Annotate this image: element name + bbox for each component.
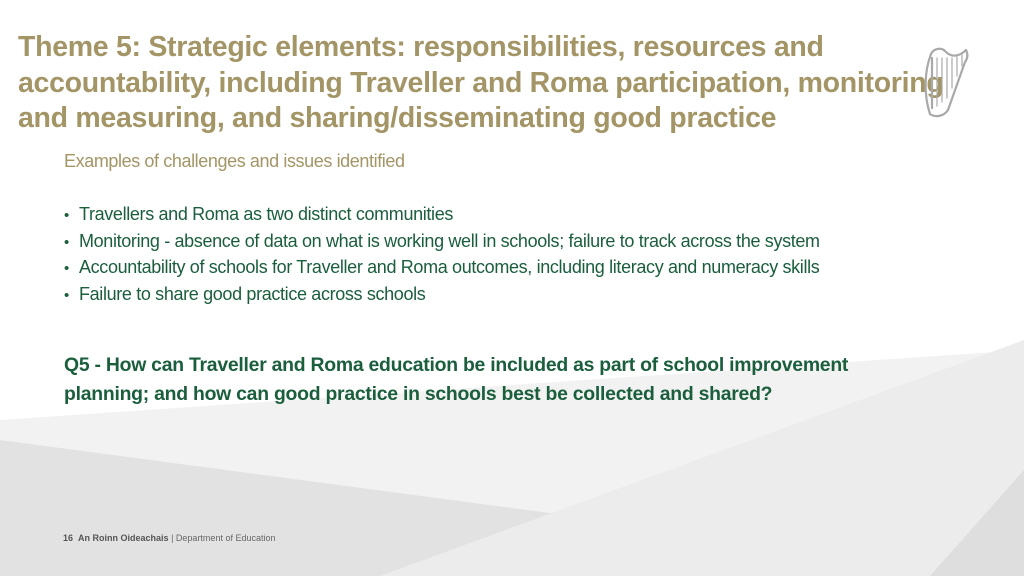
list-item <box>64 229 820 256</box>
bullet-dot: • <box>64 233 69 251</box>
bullet-dot: • <box>64 260 69 278</box>
list-item-text: Accountability of schools for Traveller and Roma outcomes, including literacy and numeracy skills <box>79 257 820 278</box>
page-number: 16 <box>63 533 74 543</box>
list-item-text: Travellers and Roma as two distinct communities <box>79 204 454 224</box>
slide-title-line: Theme 5: Strategic elements: responsibilities, resources and <box>18 31 824 63</box>
list-item <box>64 255 820 282</box>
slide-title-line: accountability, including Traveller and Roma participation, monitoring <box>18 66 944 99</box>
org-name-irish: An Roinn Oideachais <box>78 533 169 543</box>
slide-title <box>18 30 944 137</box>
list-item <box>64 202 820 229</box>
question-line: Q5 - How can Traveller and Roma education be included as part of school improvement <box>64 354 849 376</box>
list-item <box>64 282 820 309</box>
question-line: planning; and how can good practice in schools best be collected and shared? <box>64 382 773 405</box>
question-text <box>64 351 848 409</box>
section-subtitle: Examples of challenges and issues identified <box>64 151 405 171</box>
footer <box>63 533 275 543</box>
harp-icon <box>918 44 974 122</box>
footer-separator: | <box>171 533 174 543</box>
list-item-text: Monitoring - absence of data on what is working well in schools; failure to track across the system <box>79 230 820 251</box>
slide-title-line: and measuring, and sharing/disseminating good practice <box>18 102 777 134</box>
list-item-text: Failure to share good practice across schools <box>79 284 426 305</box>
bullet-dot: • <box>64 287 69 305</box>
bullet-list <box>64 202 820 309</box>
bullet-dot: • <box>64 207 69 224</box>
org-name-english: Department of Education <box>175 533 276 543</box>
